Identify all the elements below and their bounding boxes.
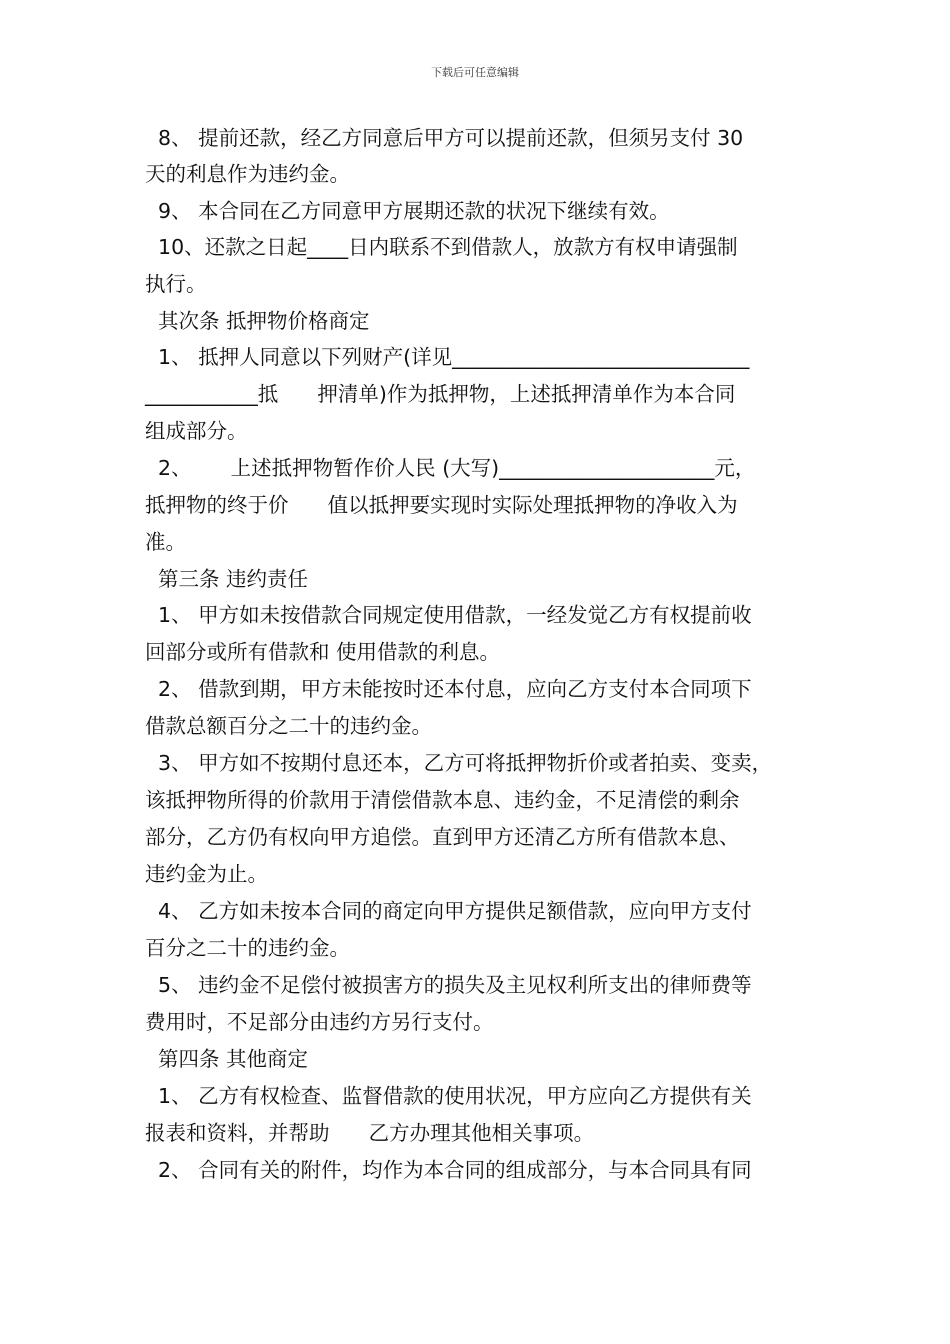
- text-line: 3、 甲方如不按期付息还本，乙方可将抵押物折价或者拍卖、变卖，: [145, 751, 773, 775]
- text-line: 回部分或所有借款和 使用借款的利息。: [145, 640, 501, 664]
- text-line: 10、还款之日起____日内联系不到借款人，放款方有权申请强制: [145, 235, 738, 259]
- text-line: 2、 上述抵押物暂作价人民 (大写)_____________________元，: [145, 456, 756, 480]
- text-line: 4、 乙方如未按本合同的商定向甲方提供足额借款，应向甲方支付: [145, 899, 752, 923]
- text-line: 借款总额百分之二十的违约金。: [145, 714, 432, 738]
- text-line: ___________抵 押清单)作为抵押物，上述抵押清单作为本合同: [145, 382, 736, 406]
- text-line: 2、 借款到期，甲方未能按时还本付息，应向乙方支付本合同项下: [145, 677, 752, 701]
- text-line: 1、 乙方有权检查、监督借款的使用状况，甲方应向乙方提供有关: [145, 1084, 752, 1108]
- text-line: 百分之二十的违约金。: [145, 936, 350, 960]
- text-line: 该抵押物所得的价款用于清偿借款本息、违约金，不足清偿的剩余: [145, 788, 740, 812]
- text-line: 天的利息作为违约金。: [145, 162, 350, 186]
- text-line: 费用时，不足部分由违约方另行支付。: [145, 1010, 494, 1034]
- text-line: 报表和资料，并帮助 乙方办理其他相关事项。: [145, 1121, 595, 1145]
- section-heading: 第四条 其他商定: [145, 1047, 309, 1071]
- text-line: 5、 违约金不足偿付被损害方的损失及主见权利所支出的律师费等: [145, 973, 752, 997]
- text-line: 2、 合同有关的附件，均作为本合同的组成部分，与本合同具有同: [145, 1158, 752, 1182]
- text-line: 8、 提前还款，经乙方同意后甲方可以提前还款，但须另支付 30: [145, 126, 744, 150]
- text-line: 1、 抵押人同意以下列财产(详见_____________________________: [145, 345, 750, 369]
- text-line: 1、 甲方如未按借款合同规定使用借款，一经发觉乙方有权提前收: [145, 603, 752, 627]
- section-heading: 第三条 违约责任: [145, 567, 309, 591]
- text-line: 组成部分。: [145, 419, 248, 443]
- section-heading: 其次条 抵押物价格商定: [145, 309, 370, 333]
- text-line: 准。: [145, 530, 186, 554]
- page-header: 下载后可任意编辑: [431, 66, 519, 79]
- text-line: 执行。: [145, 272, 207, 296]
- text-line: 违约金为止。: [145, 862, 268, 886]
- text-line: 抵押物的终于价 值以抵押要实现时实际处理抵押物的净收入为: [145, 493, 738, 517]
- text-line: 部分，乙方仍有权向甲方追偿。直到甲方还清乙方所有借款本息、: [145, 825, 740, 849]
- text-line: 9、 本合同在乙方同意甲方展期还款的状况下继续有效。: [145, 199, 670, 223]
